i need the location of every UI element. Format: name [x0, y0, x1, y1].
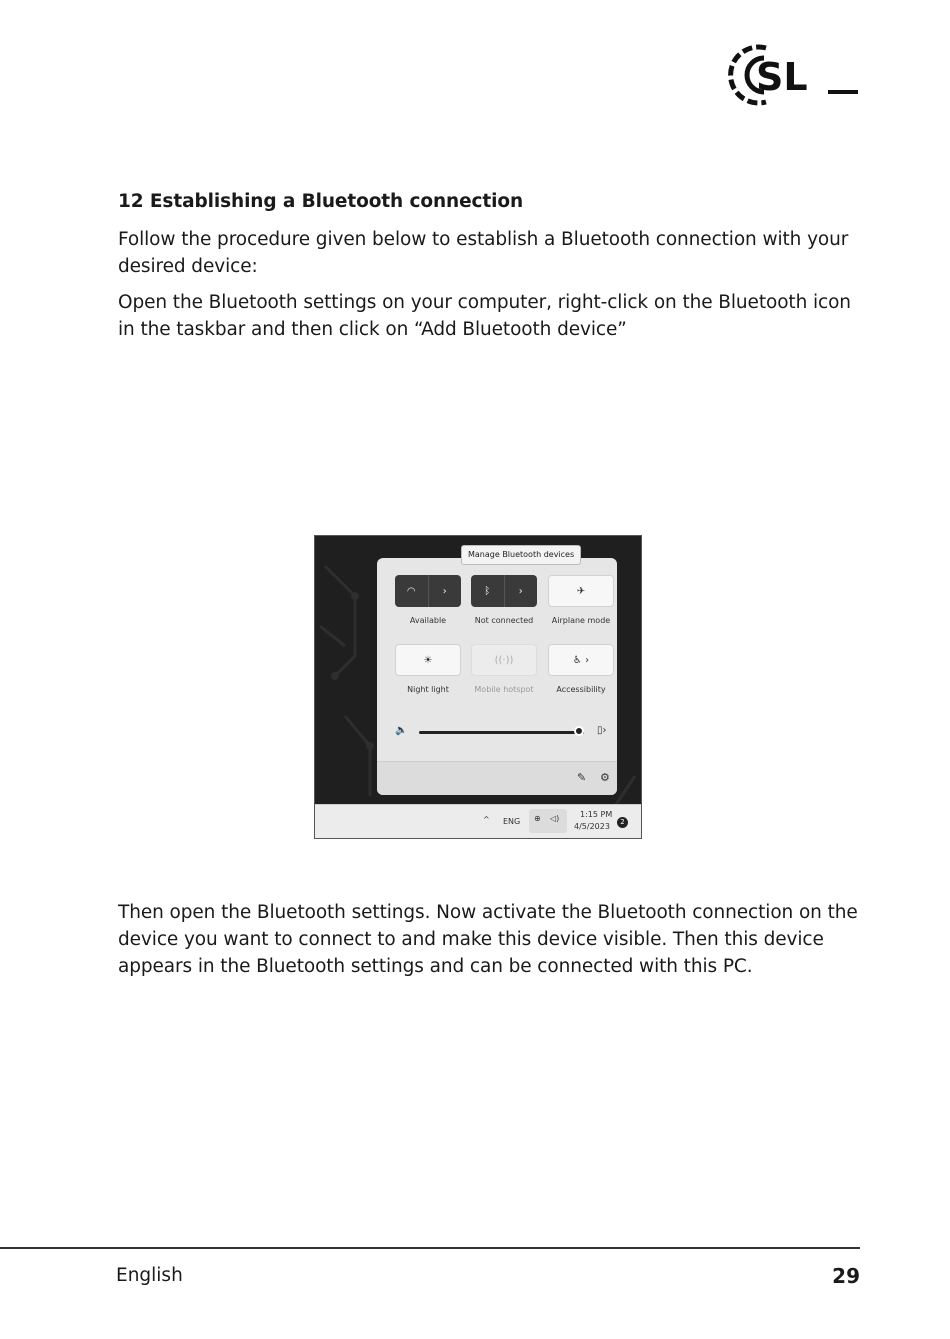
quick-settings-screenshot — [314, 535, 642, 839]
csl-logo — [728, 40, 863, 110]
wifi-tile[interactable] — [395, 575, 461, 607]
speaker-icon[interactable]: 🔈 — [395, 725, 408, 736]
hotspot-icon: ((·)) — [494, 654, 514, 666]
bluetooth-label: Not connected — [474, 616, 534, 625]
edit-pencil-icon[interactable]: ✎ — [577, 771, 587, 784]
wifi-label: Available — [409, 616, 447, 625]
footer-language: English — [116, 1265, 183, 1286]
accessibility-label: Accessibility — [556, 685, 606, 694]
accessibility-icon: ♿ › — [572, 654, 590, 666]
network-volume-button[interactable] — [529, 809, 567, 833]
mobile-hotspot-label: Mobile hotspot — [474, 685, 534, 694]
wifi-chevron-icon[interactable]: › — [428, 575, 462, 607]
panel-footer — [377, 761, 617, 795]
page-number: 29 — [832, 1264, 860, 1288]
clock-time[interactable]: 1:15 PM — [580, 810, 613, 819]
intro-paragraph: Follow the procedure given below to establish a Bluetooth connection with your desired device: — [118, 229, 849, 277]
volume-slider-handle[interactable] — [574, 726, 584, 736]
chevron-up-icon[interactable]: ^ — [483, 815, 490, 824]
night-light-label: Night light — [407, 685, 449, 694]
accessibility-tile[interactable] — [548, 644, 614, 676]
notification-badge[interactable]: 2 — [617, 817, 628, 828]
bluetooth-icon[interactable]: ᛒ — [484, 585, 491, 597]
airplane-label: Airplane mode — [551, 616, 611, 625]
wifi-icon[interactable]: ◠ — [406, 585, 416, 597]
clock-date[interactable]: 4/5/2023 — [574, 822, 610, 831]
night-light-tile[interactable] — [395, 644, 461, 676]
bluetooth-tile[interactable] — [471, 575, 537, 607]
volume-track[interactable] — [419, 731, 584, 734]
audio-output-icon[interactable]: ▯› — [597, 725, 607, 736]
mobile-hotspot-tile[interactable] — [471, 644, 537, 676]
airplane-mode-tile[interactable] — [548, 575, 614, 607]
instruction-paragraph: Open the Bluetooth settings on your computer, right-click on the Bluetooth icon in the taskbar and then click on “Add Bluetooth device” — [118, 292, 851, 340]
svg-text:SL: SL — [756, 55, 808, 99]
manage-bluetooth-tooltip: Manage Bluetooth devices — [461, 545, 581, 565]
taskbar — [315, 804, 641, 839]
footer-rule — [0, 1247, 860, 1249]
bluetooth-chevron-icon[interactable]: › — [504, 575, 538, 607]
quick-settings-panel — [377, 558, 617, 795]
sun-icon: ☀ — [423, 654, 433, 666]
language-indicator[interactable]: ENG — [503, 817, 521, 826]
closing-paragraph: Then open the Bluetooth settings. Now activate the Bluetooth connection on the device you want to connect to and make this device visible. Then this device appears in the Bluetooth settings and can be connected with this PC. — [118, 902, 858, 977]
section-heading: 12 Establishing a Bluetooth connection — [118, 191, 524, 212]
volume-icon: ◁) — [550, 814, 560, 823]
airplane-icon: ✈ — [576, 585, 586, 597]
settings-gear-icon[interactable]: ⚙ — [600, 771, 610, 784]
globe-icon: ⊕ — [534, 814, 541, 823]
volume-slider-row — [395, 724, 607, 740]
